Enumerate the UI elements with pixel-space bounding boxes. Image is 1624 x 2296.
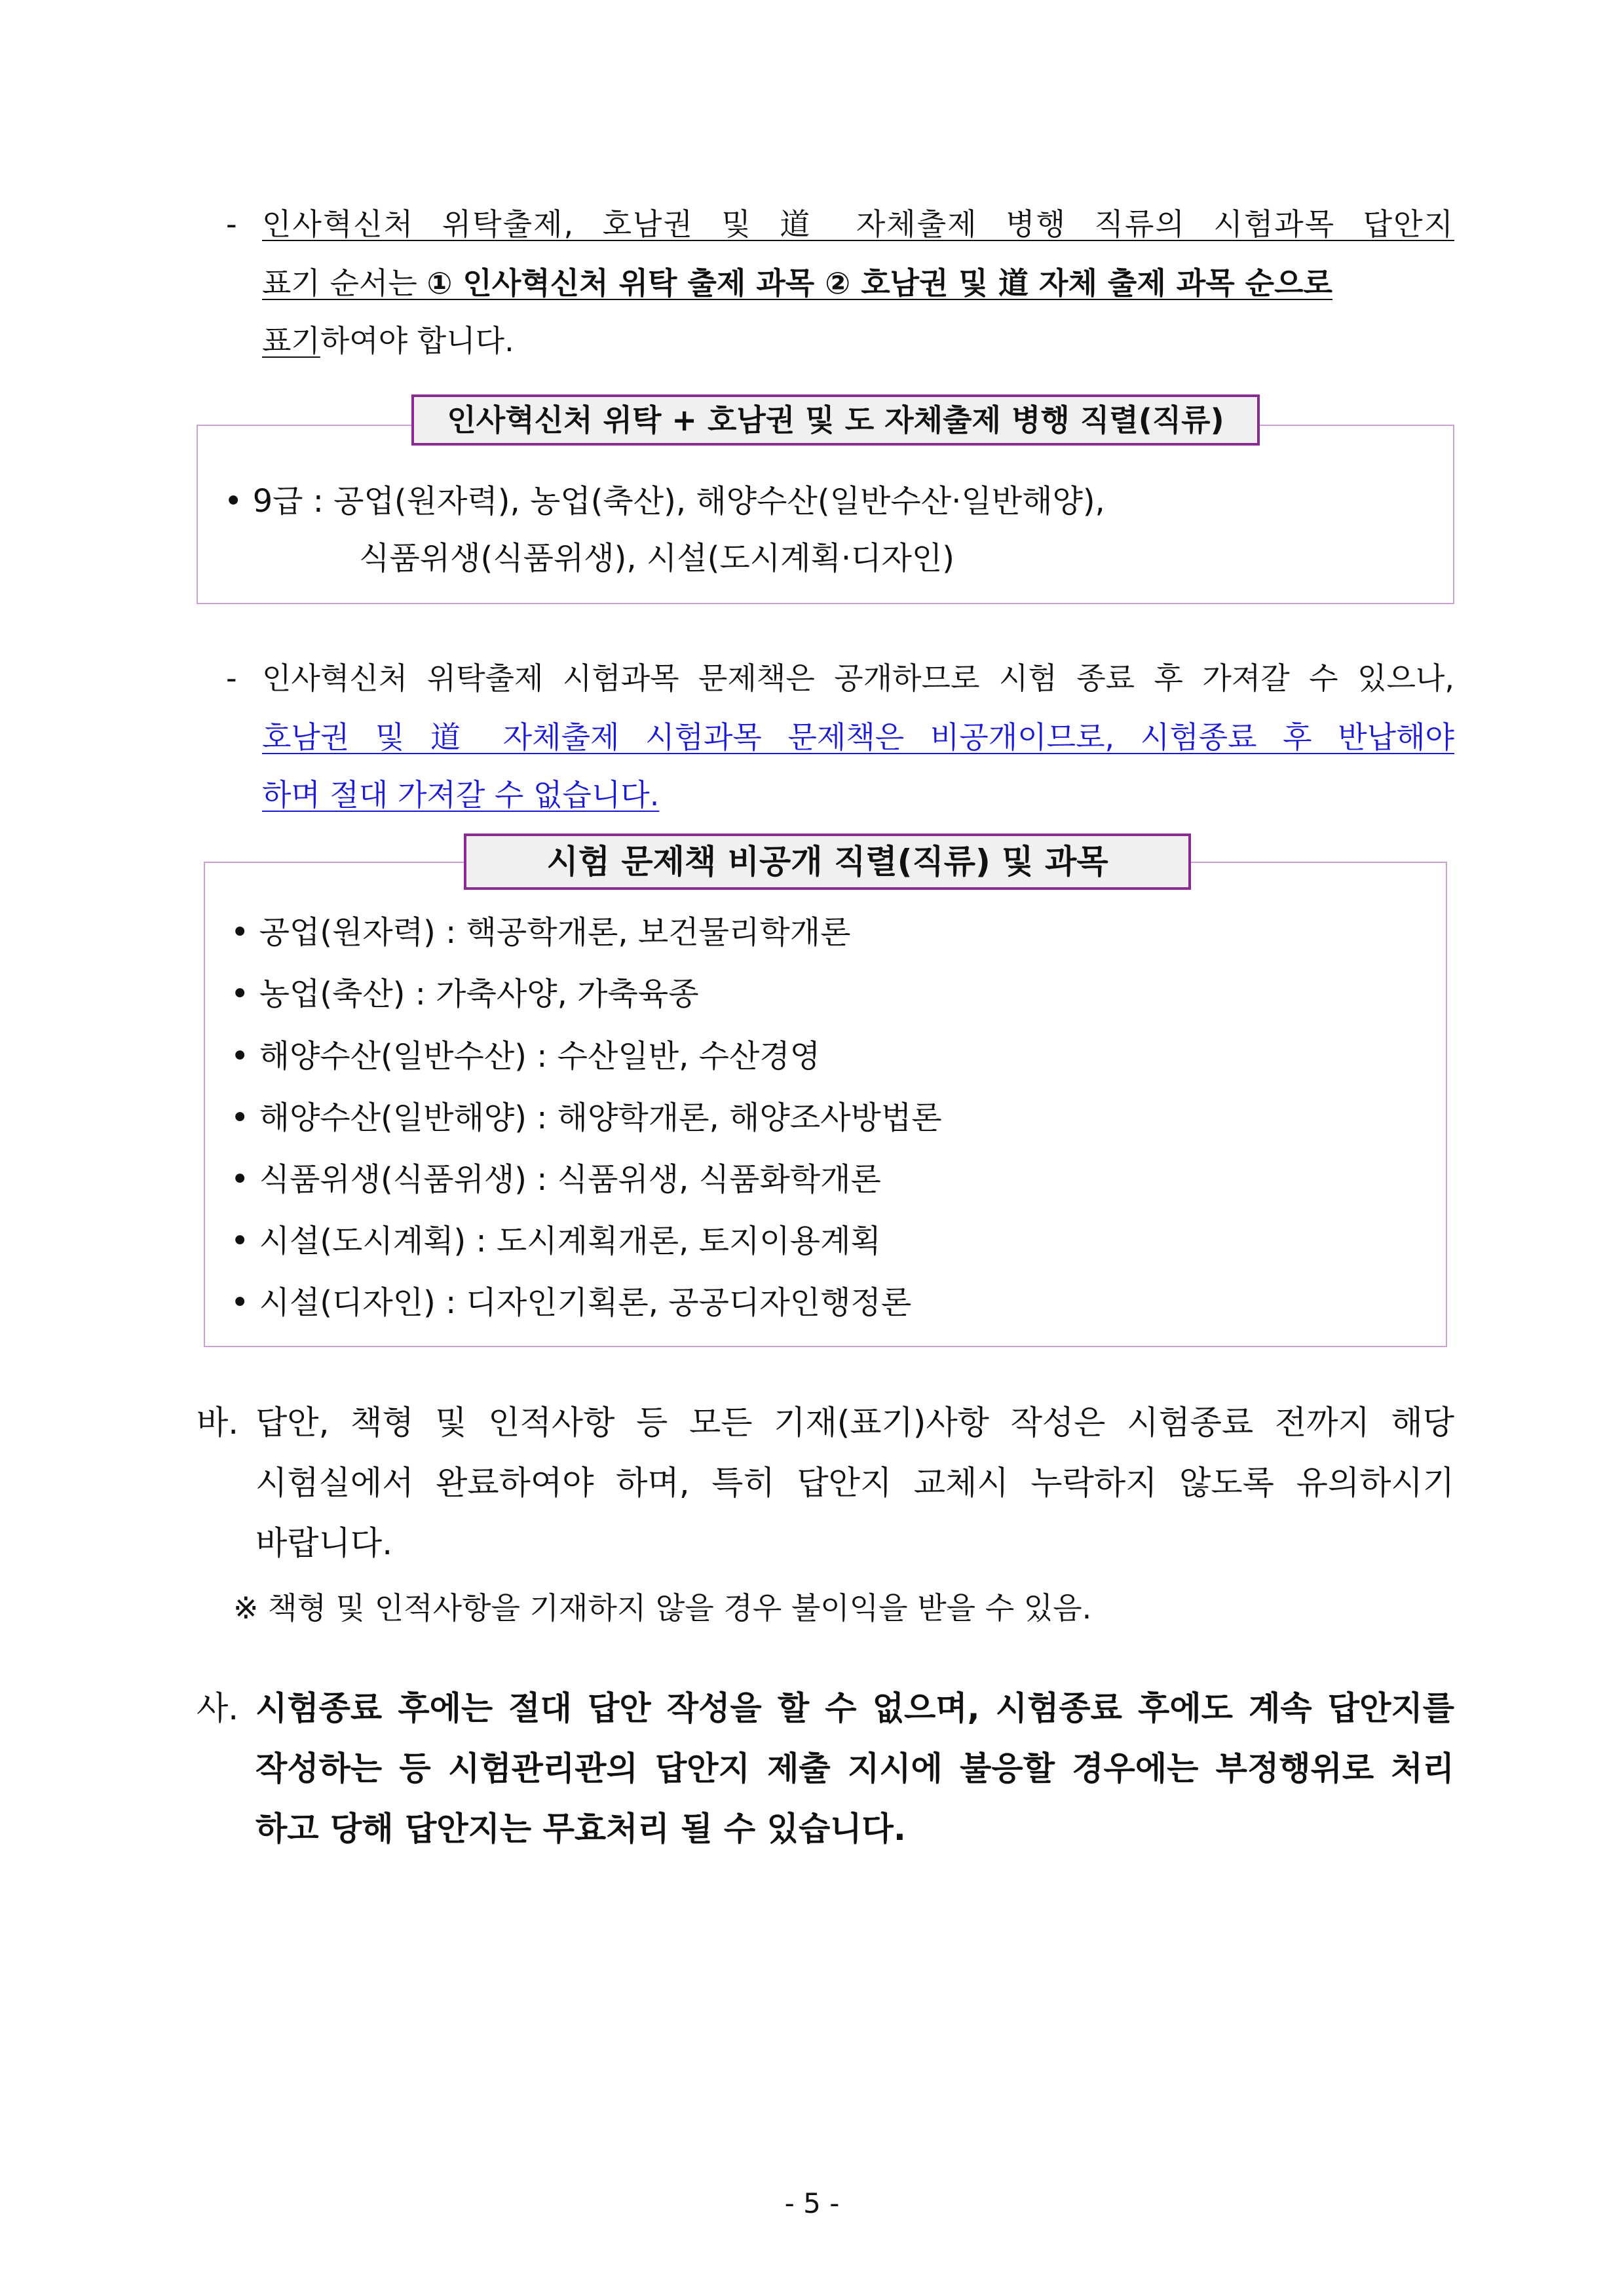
dash-bullet: -: [226, 660, 237, 696]
para2-line3: 하며 절대 가져갈 수 없습니다.: [262, 777, 660, 813]
para1-line2-a: 표기 순서는: [262, 265, 427, 301]
list-item: • 시설(디자인) : 디자인기획론, 공공디자인행정론: [231, 1284, 912, 1321]
list-item: • 식품위생(식품위생) : 식품위생, 식품화학개론: [231, 1161, 881, 1198]
undisclosed-box-title: 시험 문제책 비공개 직렬(직류) 및 과목: [464, 833, 1191, 890]
list-item: • 해양수산(일반수산) : 수산일반, 수산경영: [231, 1038, 821, 1075]
job-series-line2: 식품위생(식품위생), 시설(도시계획·디자인): [359, 540, 954, 577]
section-sa-line3: 하고 당해 답안지는 무효처리 될 수 있습니다.: [255, 1810, 906, 1848]
list-item: • 공업(원자력) : 핵공학개론, 보건물리학개론: [231, 914, 851, 951]
list-item: • 시설(도시계획) : 도시계획개론, 토지이용계획: [231, 1223, 881, 1259]
section-sa-label: 사.: [197, 1689, 239, 1727]
para1-line2-b: ① 인사혁신처 위탁 출제 과목 ② 호남권 및 道 자체 출제 과목 순으로: [426, 265, 1332, 301]
section-ba-line1: 답안, 책형 및 인적사항 등 모든 기재(표기)사항 작성은 시험종료 전까지 해당: [255, 1404, 1454, 1442]
section-ba-note: ※ 책형 및 인적사항을 기재하지 않을 경우 불이익을 받을 수 있음.: [233, 1590, 1092, 1626]
section-ba-label: 바.: [197, 1404, 239, 1442]
section-ba-line3: 바랍니다.: [255, 1524, 393, 1562]
para2-line1: 인사혁신처 위탁출제 시험과목 문제책은 공개하므로 시험 종료 후 가져갈 수 있으나,: [262, 660, 1454, 696]
section-sa-line1: 시험종료 후에는 절대 답안 작성을 할 수 없으며, 시험종료 후에도 계속 답안지를: [255, 1689, 1454, 1727]
para1-line2: [262, 263, 1332, 303]
page-number: - 5 -: [784, 2187, 840, 2219]
dash-bullet: -: [226, 206, 237, 242]
para1-line3-b: 하여야 합니다.: [320, 323, 514, 358]
section-sa-line2: 작성하는 등 시험관리관의 답안지 제출 지시에 불응할 경우에는 부정행위로 처리: [255, 1750, 1454, 1788]
list-item: • 해양수산(일반해양) : 해양학개론, 해양조사방법론: [231, 1100, 942, 1136]
list-item: • 농업(축산) : 가축사양, 가축육종: [231, 976, 699, 1012]
para1-line1: 인사혁신처 위탁출제, 호남권 및 道 자체출제 병행 직류의 시험과목 답안지: [262, 206, 1454, 242]
para1-line3: [262, 321, 514, 360]
job-series-box-title: 인사혁신처 위탁 + 호남권 및 도 자체출제 병행 직렬(직류): [411, 394, 1260, 446]
section-ba-line2: 시험실에서 완료하여야 하며, 특히 답안지 교체시 누락하지 않도록 유의하시기: [255, 1464, 1454, 1502]
para1-line3-a: 표기: [262, 323, 320, 358]
job-series-line1: • 9급 : 공업(원자력), 농업(축산), 해양수산(일반수산·일반해양),: [224, 483, 1105, 520]
para2-line2: 호남권 및 道 자체출제 시험과목 문제책은 비공개이므로, 시험종료 후 반납해야: [262, 719, 1454, 755]
